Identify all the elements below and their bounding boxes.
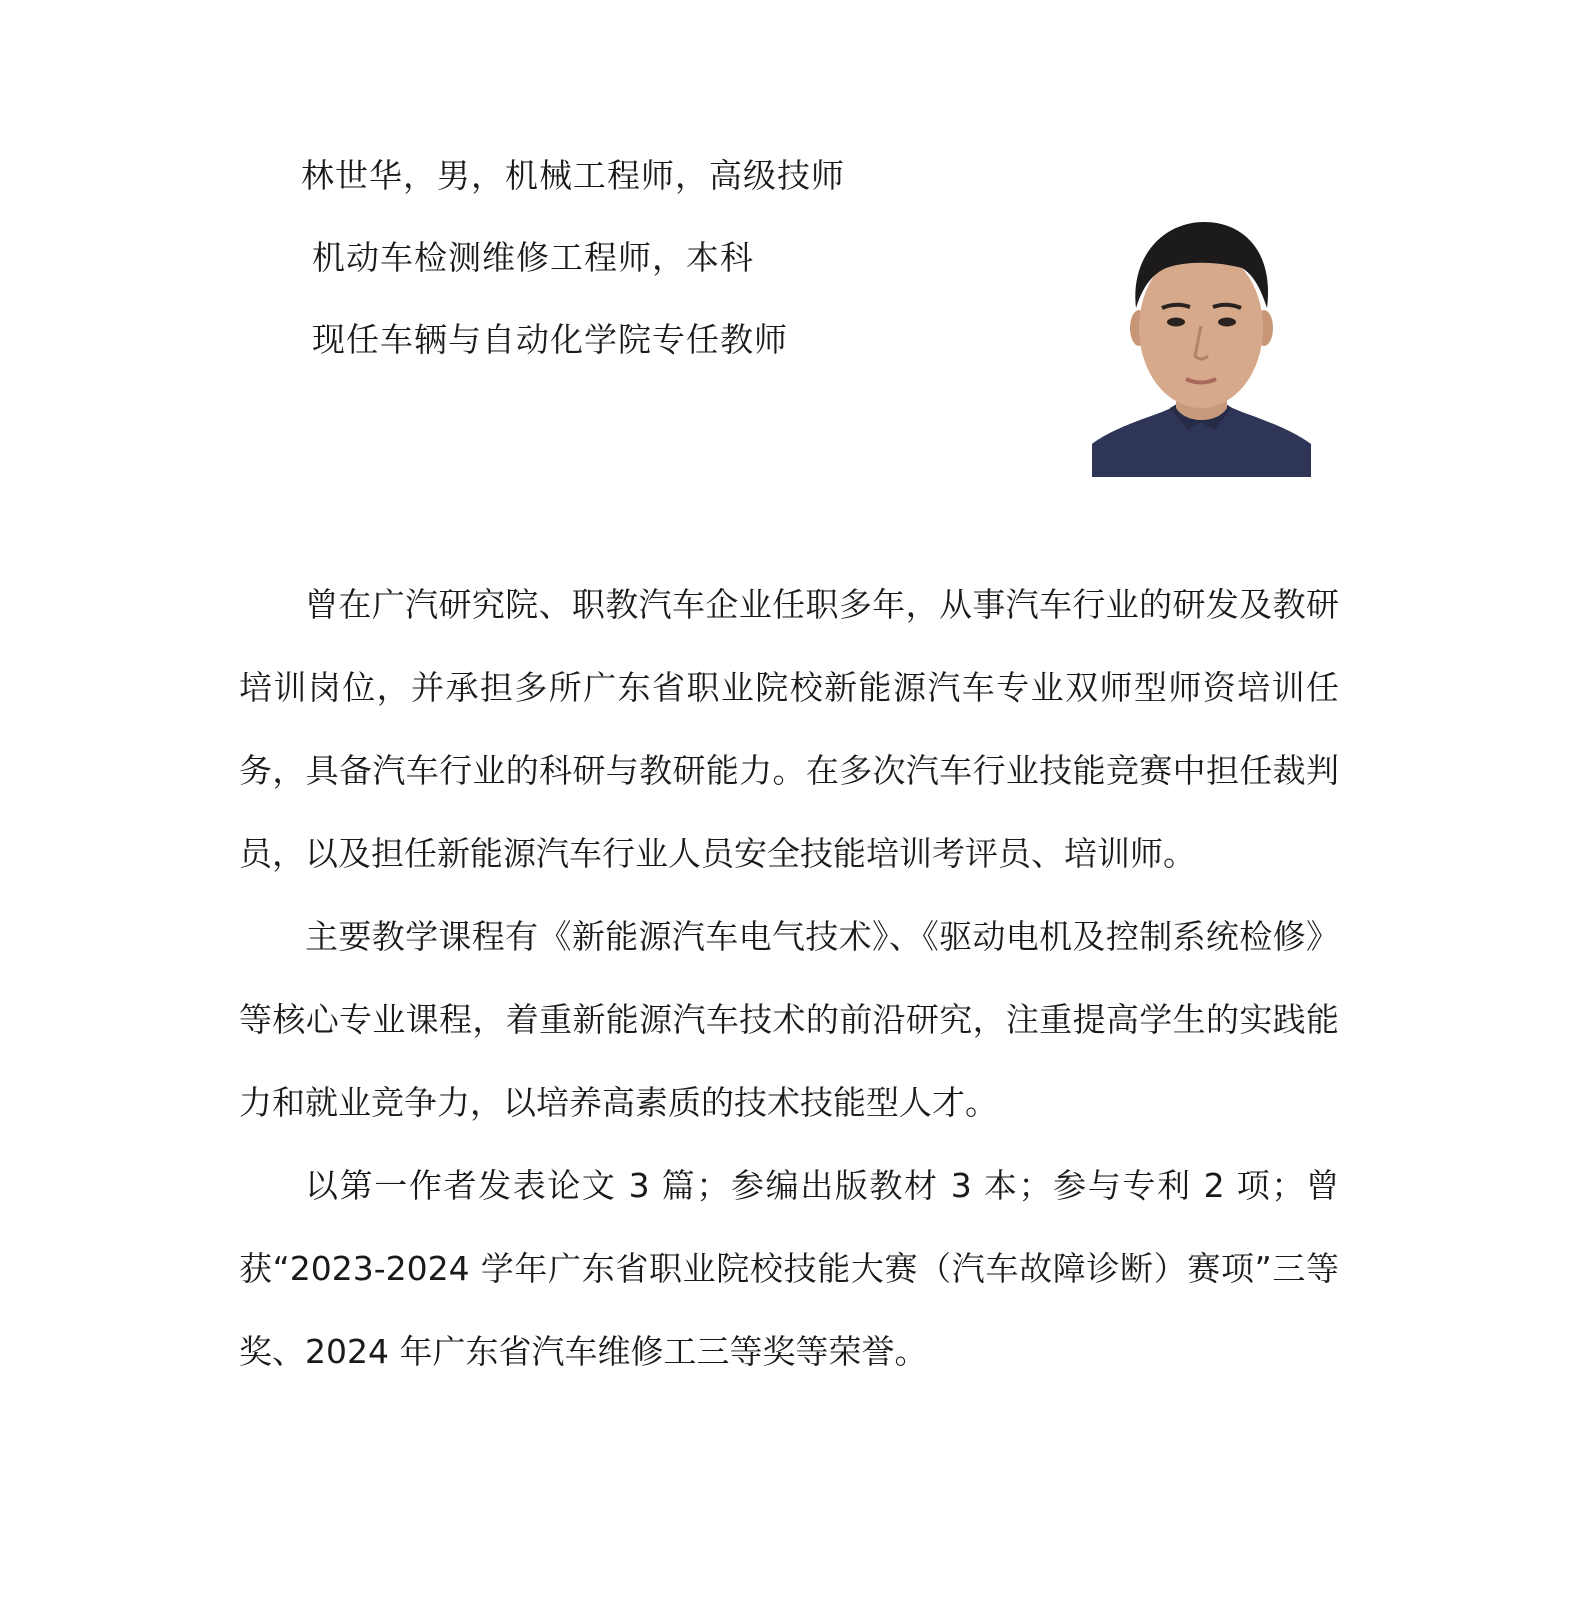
- profile-name-title: 林世华，男，机械工程师，高级技师: [301, 156, 845, 195]
- paragraph-experience: 曾在广汽研究院、职教汽车企业任职多年，从事汽车行业的研发及教研培训岗位，并承担多所广东省职业院校新能源汽车专业双师型师资培训任务，具备汽车行业的科研与教研能力。在多次汽车行业技能竞赛中担任裁判员，以及担任新能源汽车行业人员安全技能培训考评员、培训师。: [239, 585, 1339, 873]
- paragraph-achievements: 以第一作者发表论文 3 篇；参编出版教材 3 本；参与专利 2 项；曾获“2023-2024 学年广东省职业院校技能大赛（汽车故障诊断）赛项”三等奖、2024 年广东省汽车维修工三等奖等荣誉。: [239, 1166, 1339, 1371]
- paragraph-courses: 主要教学课程有《新能源汽车电气技术》、《驱动电机及控制系统检修》等核心专业课程，着重新能源汽车技术的前沿研究，注重提高学生的实践能力和就业竞争力，以培养高素质的技术技能型人才。: [239, 917, 1339, 1122]
- profile-position: 现任车辆与自动化学院专任教师: [312, 320, 788, 359]
- portrait-photo: [1092, 216, 1311, 477]
- profile-qualification: 机动车检测维修工程师，本科: [312, 238, 754, 277]
- biography-text: [239, 563, 1339, 1393]
- portrait-photo-icon: [1092, 216, 1311, 477]
